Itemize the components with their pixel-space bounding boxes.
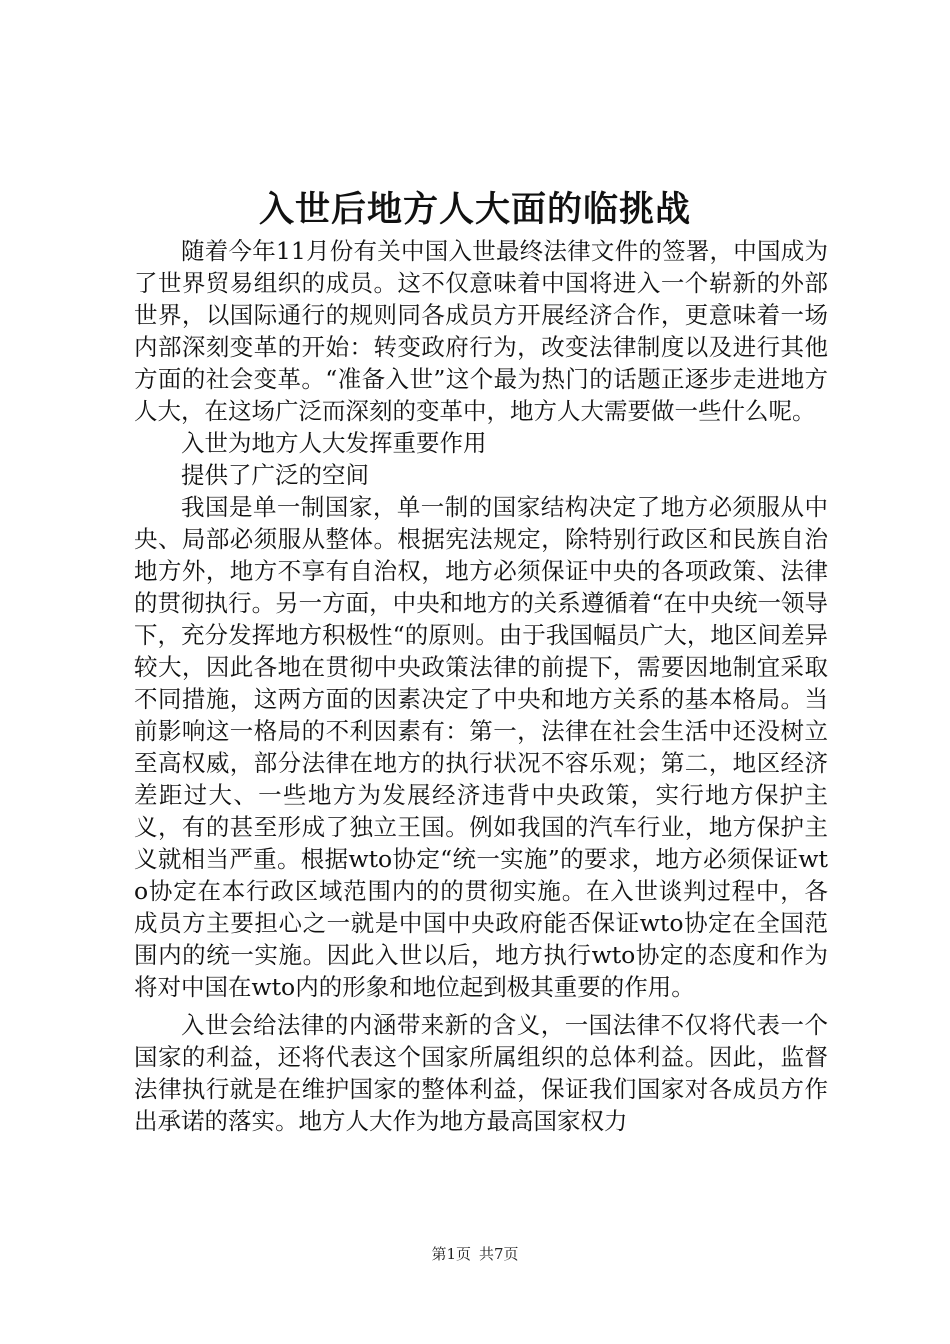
paragraph-intro: 随着今年11月份有关中国入世最终法律文件的签署，中国成为了世界贸易组织的成员。这不仅意味着中国将进入一个崭新的外部世界，以国际通行的规则同各成员方开展经济合作，更意味着一场内部深刻变革的开始：转变政府行为，改变法律制度以及进行其他方面的社会变革。“准备入世”这个最为热门的话题正逐步走进地方人大，在这场广泛而深刻的变革中，地方人大需要做一些什么呢。	[134, 237, 828, 425]
paragraph-law-meaning: 入世会给法律的内涵带来新的含义，一国法律不仅将代表一个国家的利益，还将代表这个国家所属组织的总体利益。因此，监督法律执行就是在维护国家的整体利益，保证我们国家对各成员方作出承诺的落实。地方人大作为地方最高国家权力	[134, 1011, 828, 1135]
section-heading-line-2: 提供了广泛的空间	[181, 461, 369, 489]
document-title: 入世后地方人大面的临挑战	[258, 189, 691, 230]
document-body	[134, 235, 828, 1137]
page-footer	[0, 1244, 950, 1264]
page-total: 共7页	[479, 1245, 519, 1263]
page-number: 第1页	[431, 1245, 471, 1263]
paragraph-central-local: 我国是单一制国家，单一制的国家结构决定了地方必须服从中央、局部必须服从整体。根据宪法规定，除特别行政区和民族自治地方外，地方不享有自治权，地方必须保证中央的各项政策、法律的贯彻执行。另一方面，中央和地方的关系遵循着“在中央统一领导下，充分发挥地方积极性“的原则。由于我国幅员广大，地区间差异较大，因此各地在贯彻中央政策法律的前提下，需要因地制宜采取不同措施，这两方面的因素决定了中央和地方关系的基本格局。当前影响这一格局的不利因素有：第一，法律在社会生活中还没树立至高权威，部分法律在地方的执行状况不容乐观；第二，地区经济差距过大、一些地方为发展经济违背中央政策，实行地方保护主义，有的甚至形成了独立王国。例如我国的汽车行业，地方保护主义就相当严重。根据wto协定“统一实施”的要求，地方必须保证wto协定在本行政区域范围内的的贯彻实施。在入世谈判过程中，各成员方主要担心之一就是中国中央政府能否保证wto协定在全国范围内的统一实施。因此入世以后，地方执行wto协定的态度和作为将对中国在wto内的形象和地位起到极其重要的作用。	[134, 493, 828, 1001]
section-heading-line-1: 入世为地方人大发挥重要作用	[181, 429, 487, 457]
